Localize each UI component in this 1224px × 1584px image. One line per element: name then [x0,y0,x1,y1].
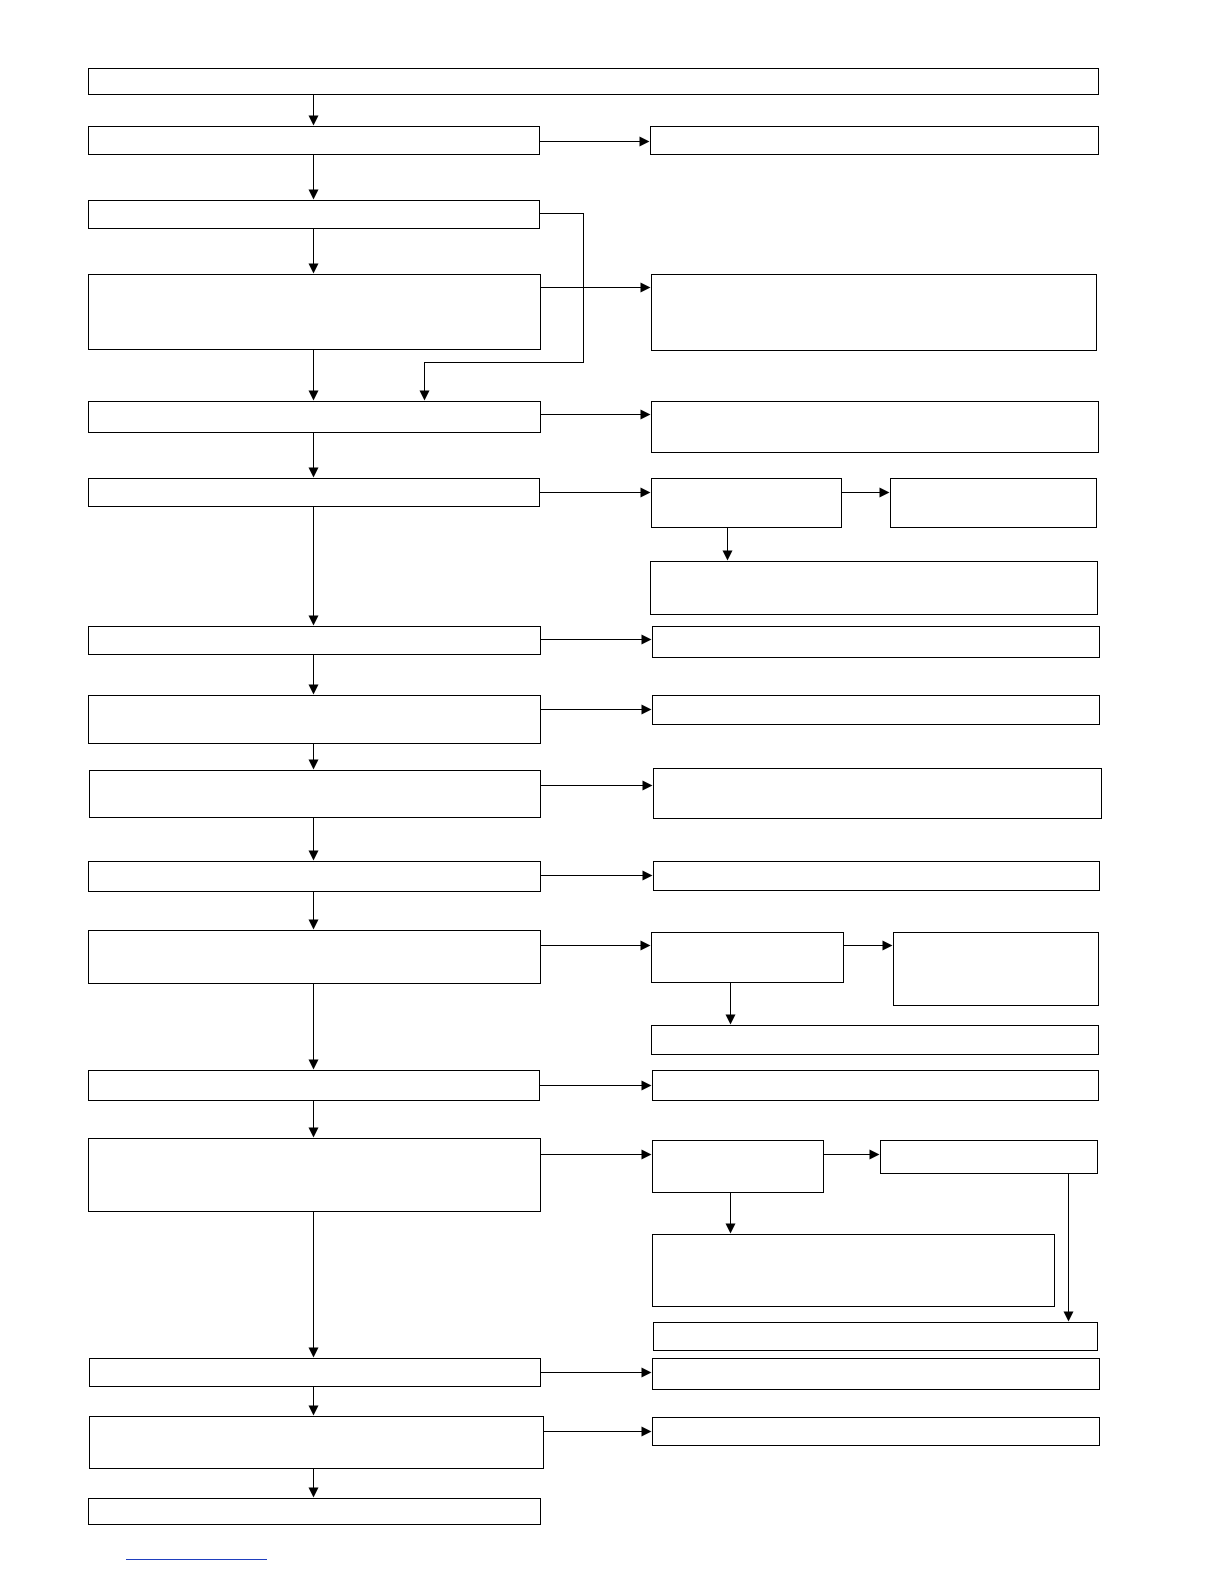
step-2-box [89,201,540,229]
result-12b-box [881,1141,1098,1174]
result-7-box [653,696,1100,725]
result-5b-box [891,479,1097,528]
result-10c-box [652,1026,1099,1055]
result-5a-box [652,479,842,528]
result-8-box [654,769,1102,819]
result-13-box [653,1359,1100,1390]
result-12c-box [653,1235,1055,1307]
step-15-box [89,1499,541,1525]
result-11-box [653,1071,1099,1101]
step-1-box [89,127,540,155]
step-5-box [89,479,540,507]
result-6-box [653,627,1100,658]
result-10a-box [652,933,844,983]
step-12-box [89,1139,541,1212]
step-9-box [89,862,541,892]
result-12d-box [654,1323,1098,1351]
step-10-box [89,931,541,984]
result-5c-box [651,562,1098,615]
result-12a-box [653,1141,824,1193]
step-14-box [90,1417,544,1469]
step-8-box [90,771,541,818]
hyperlink-underline[interactable] [126,1559,267,1560]
result-4-box [652,402,1099,453]
title-box [89,69,1099,95]
step-7-box [89,696,541,744]
step-11-box [89,1071,540,1101]
step-13-box [90,1359,541,1387]
step-4-box [89,402,541,433]
step-6-box [89,627,541,655]
result-14-box [653,1418,1100,1446]
result-1-box [651,127,1099,155]
result-10b-box [894,933,1099,1006]
step-3-box [89,275,541,350]
result-3-box [652,275,1097,351]
result-9-box [654,862,1100,891]
